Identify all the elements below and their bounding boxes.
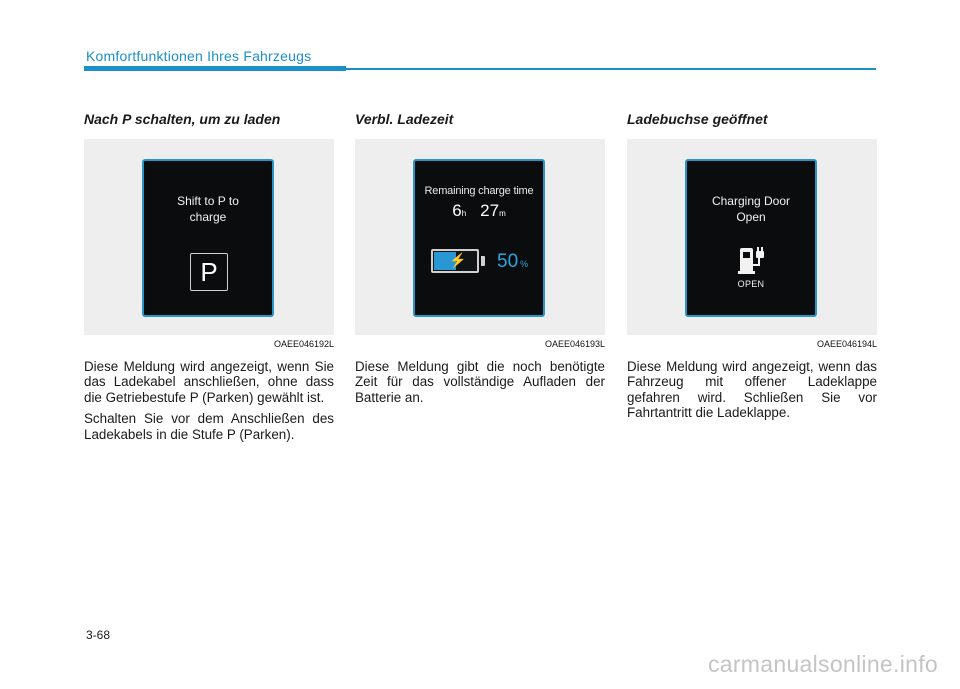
section-shift-to-p bbox=[84, 110, 334, 442]
section-charging-door-open bbox=[627, 110, 877, 421]
display-title: Remaining charge time bbox=[424, 185, 534, 197]
watermark: carmanualsonline.info bbox=[707, 651, 938, 677]
header-rule bbox=[346, 68, 876, 70]
figure-code: OAEE046193L bbox=[544, 339, 605, 349]
cluster-display bbox=[142, 159, 274, 317]
paragraph: Diese Meldung wird angezeigt, wenn das Fahrzeug mit offener Ladeklappe gefahren wird. Schließen Sie vor Fahrtantritt die Ladeklappe. bbox=[627, 359, 877, 421]
figure-code: OAEE046194L bbox=[816, 339, 877, 349]
section-title: Komfortfunktionen Ihres Fahrzeugs bbox=[86, 48, 312, 64]
battery-terminal bbox=[481, 256, 485, 266]
display-message bbox=[144, 193, 272, 225]
paragraph: Diese Meldung gibt die noch benötigte Zeit für das vollständige Aufladen der Batterie an. bbox=[355, 359, 605, 405]
hours-value: 6 bbox=[452, 201, 462, 220]
display-message-line1: Shift to P to bbox=[177, 194, 239, 208]
remaining-time bbox=[415, 201, 543, 221]
cluster-figure bbox=[627, 139, 877, 335]
section-body bbox=[84, 359, 334, 442]
section-body bbox=[627, 359, 877, 421]
figure-code: OAEE046192L bbox=[273, 339, 334, 349]
display-message bbox=[687, 193, 815, 225]
battery-percent-value: 50 bbox=[497, 251, 519, 272]
section-body bbox=[355, 359, 605, 405]
minutes-value: 27 bbox=[480, 201, 500, 220]
header-accent-bar bbox=[84, 66, 346, 71]
charging-station-icon bbox=[737, 245, 771, 275]
hours-unit: h bbox=[461, 209, 467, 218]
display-message-line2: charge bbox=[189, 210, 227, 224]
section-remaining-charge-time bbox=[355, 110, 605, 405]
paragraph: Schalten Sie vor dem Anschließen des Ladekabels in die Stufe P (Parken). bbox=[84, 411, 334, 442]
section-heading: Ladebuchse geöffnet bbox=[627, 111, 768, 127]
percent-sign: % bbox=[520, 259, 529, 269]
display-message-line2: Open bbox=[736, 210, 766, 224]
page-number: 3-68 bbox=[86, 628, 111, 642]
section-heading: Nach P schalten, um zu laden bbox=[84, 111, 281, 127]
park-gear-icon: P bbox=[190, 253, 228, 291]
minutes-unit: m bbox=[499, 209, 506, 218]
cluster-figure bbox=[355, 139, 605, 335]
section-heading: Verbl. Ladezeit bbox=[355, 111, 454, 127]
paragraph: Diese Meldung wird angezeigt, wenn Sie das Ladekabel anschließen, ohne dass die Getriebestufe P (Parken) gewählt ist. bbox=[84, 359, 334, 405]
cluster-display bbox=[413, 159, 545, 317]
door-status-label: OPEN bbox=[737, 279, 765, 289]
lightning-bolt-icon: ⚡ bbox=[449, 252, 467, 268]
cluster-figure bbox=[84, 139, 334, 335]
battery-percent bbox=[497, 251, 528, 273]
cluster-display bbox=[685, 159, 817, 317]
display-message-line1: Charging Door bbox=[711, 194, 791, 208]
